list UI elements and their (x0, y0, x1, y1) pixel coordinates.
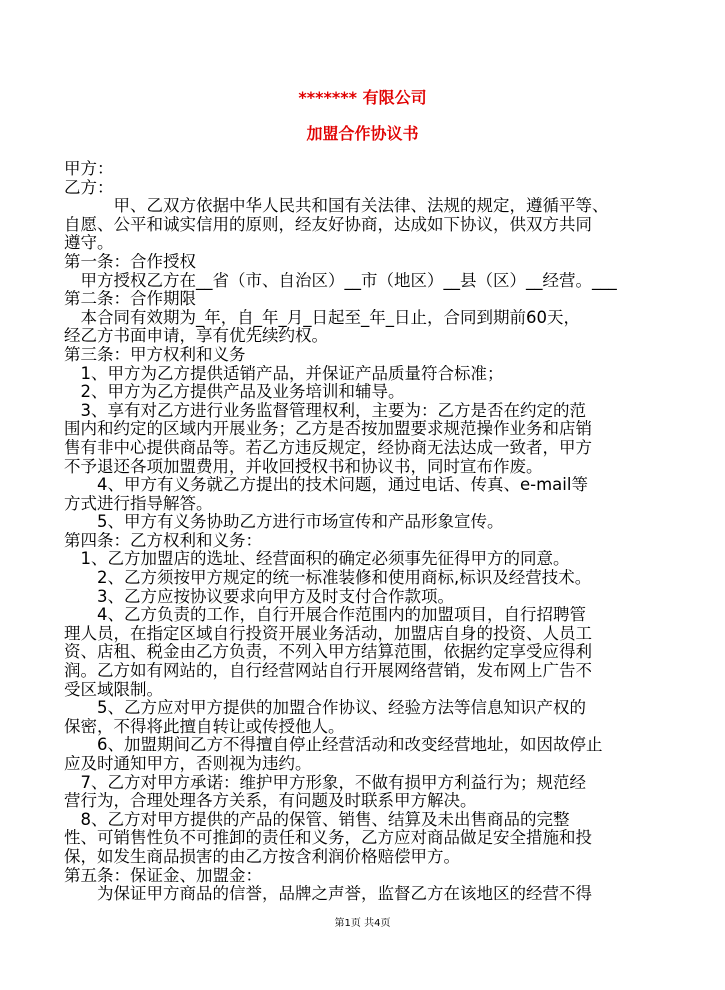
text-line: 第五条：保证金、加盟金： (64, 866, 262, 885)
agreement-body (64, 160, 662, 904)
text-line: 售有非中心提供商品等。若乙方违反规定，经协商无法达成一致者，甲方 (64, 438, 592, 457)
company-name: ******* 有限公司 (298, 88, 427, 107)
text-line: 2、甲方为乙方提供产品及业务培训和辅导。 (64, 383, 405, 402)
text-line: 受区域限制。 (64, 680, 163, 699)
text-line: 第一条：合作授权 (64, 252, 196, 271)
text-line: 1、乙方加盟店的选址、经营面积的确定必须事先征得甲方的同意。 (64, 550, 570, 569)
text-line: 甲、乙双方依据中华人民共和国有关法律、法规的规定，遵循平等、 (64, 197, 609, 216)
text-line: 3、享有对乙方进行业务监督管理权利，主要为：乙方是否在约定的范 (64, 401, 586, 420)
text-line: 性、可销售性负不可推卸的责任和义务，乙方应对商品做足安全措施和投 (64, 829, 592, 848)
text-line: 4、乙方负责的工作，自行开展合作范围内的加盟项目，自行招聘管 (64, 606, 586, 625)
text-line: 第四条：乙方权利和义务： (64, 531, 262, 550)
text-line: 润。乙方如有网站的，自行经营网站自行开展网络营销，发布网上广告不 (64, 662, 592, 681)
text-line: 3、乙方应按协议要求向甲方及时支付合作款项。 (64, 587, 454, 606)
text-line: 本合同有效期为_年，自_年_月_日起至_年_日止，合同到期前60天， (64, 308, 580, 327)
text-line: 1、甲方为乙方提供适销产品，并保证产品质量符合标准； (64, 364, 504, 383)
text-line: 理人员，在指定区域自行投资开展业务活动，加盟店自身的投资、人员工 (64, 624, 592, 643)
text-line: 围内和约定的区域内开展业务；乙方是否按加盟要求规范操作业务和店销 (64, 420, 592, 439)
text-line: 2、乙方须按甲方规定的统一标准装修和使用商标,标识及经营技术。 (64, 569, 592, 588)
text-line: 甲方： (64, 160, 114, 178)
text-line: 5、乙方应对甲方提供的加盟合作协议、经验方法等信息知识产权的 (64, 699, 586, 718)
text-line: 4、甲方有义务就乙方提出的技术问题，通过电话、传真、e-mail等 (64, 476, 588, 495)
text-line: 保密，不得将此擅自转让或传授他人。 (64, 717, 345, 736)
document-title: 加盟合作协议书 (306, 124, 419, 143)
text-line: 不予退还各项加盟费用，并收回授权书和协议书，同时宣布作废。 (64, 457, 543, 476)
text-line: 方式进行指导解答。 (64, 494, 213, 513)
page-footer: 第1页 共4页 (334, 918, 391, 929)
text-line: 乙方： (64, 178, 114, 197)
text-line: 经乙方书面申请，享有优先续约权。 (64, 327, 328, 346)
text-line: 营行为，合理处理各方关系，有问题及时联系甲方解决。 (64, 792, 477, 811)
text-line: 遵守。 (64, 234, 114, 253)
text-line: 5、甲方有义务协助乙方进行市场宣传和产品形象宣传。 (64, 513, 504, 532)
text-line: 第二条：合作期限 (64, 290, 196, 309)
text-line: 甲方授权乙方在__省（市、自治区）__市（地区）__县（区）__经营。___ (64, 271, 617, 290)
text-line: 为保证甲方商品的信誉，品牌之声誉，监督乙方在该地区的经营不得 (64, 885, 592, 904)
text-line: 8、乙方对甲方提供的产品的保管、销售、结算及未出售商品的完整 (64, 810, 570, 829)
text-line: 保，如发生商品损害的由乙方按含利润价格赔偿甲方。 (64, 847, 460, 866)
text-line: 应及时通知甲方，否则视为违约。 (64, 755, 312, 773)
text-line: 资、店租、税金由乙方负责，不列入甲方结算范围，依据约定享受应得利 (64, 643, 592, 662)
text-line: 6、加盟期间乙方不得擅自停止经营活动和改变经营地址，如因故停止 (64, 736, 603, 755)
text-line: 第三条：甲方权利和义务 (64, 345, 246, 364)
text-line: 7、乙方对甲方承诺：维护甲方形象，不做有损甲方利益行为；规范经 (64, 773, 586, 792)
text-line: 自愿、公平和诚实信用的原则，经友好协商，达成如下协议，供双方共同 (64, 215, 592, 234)
